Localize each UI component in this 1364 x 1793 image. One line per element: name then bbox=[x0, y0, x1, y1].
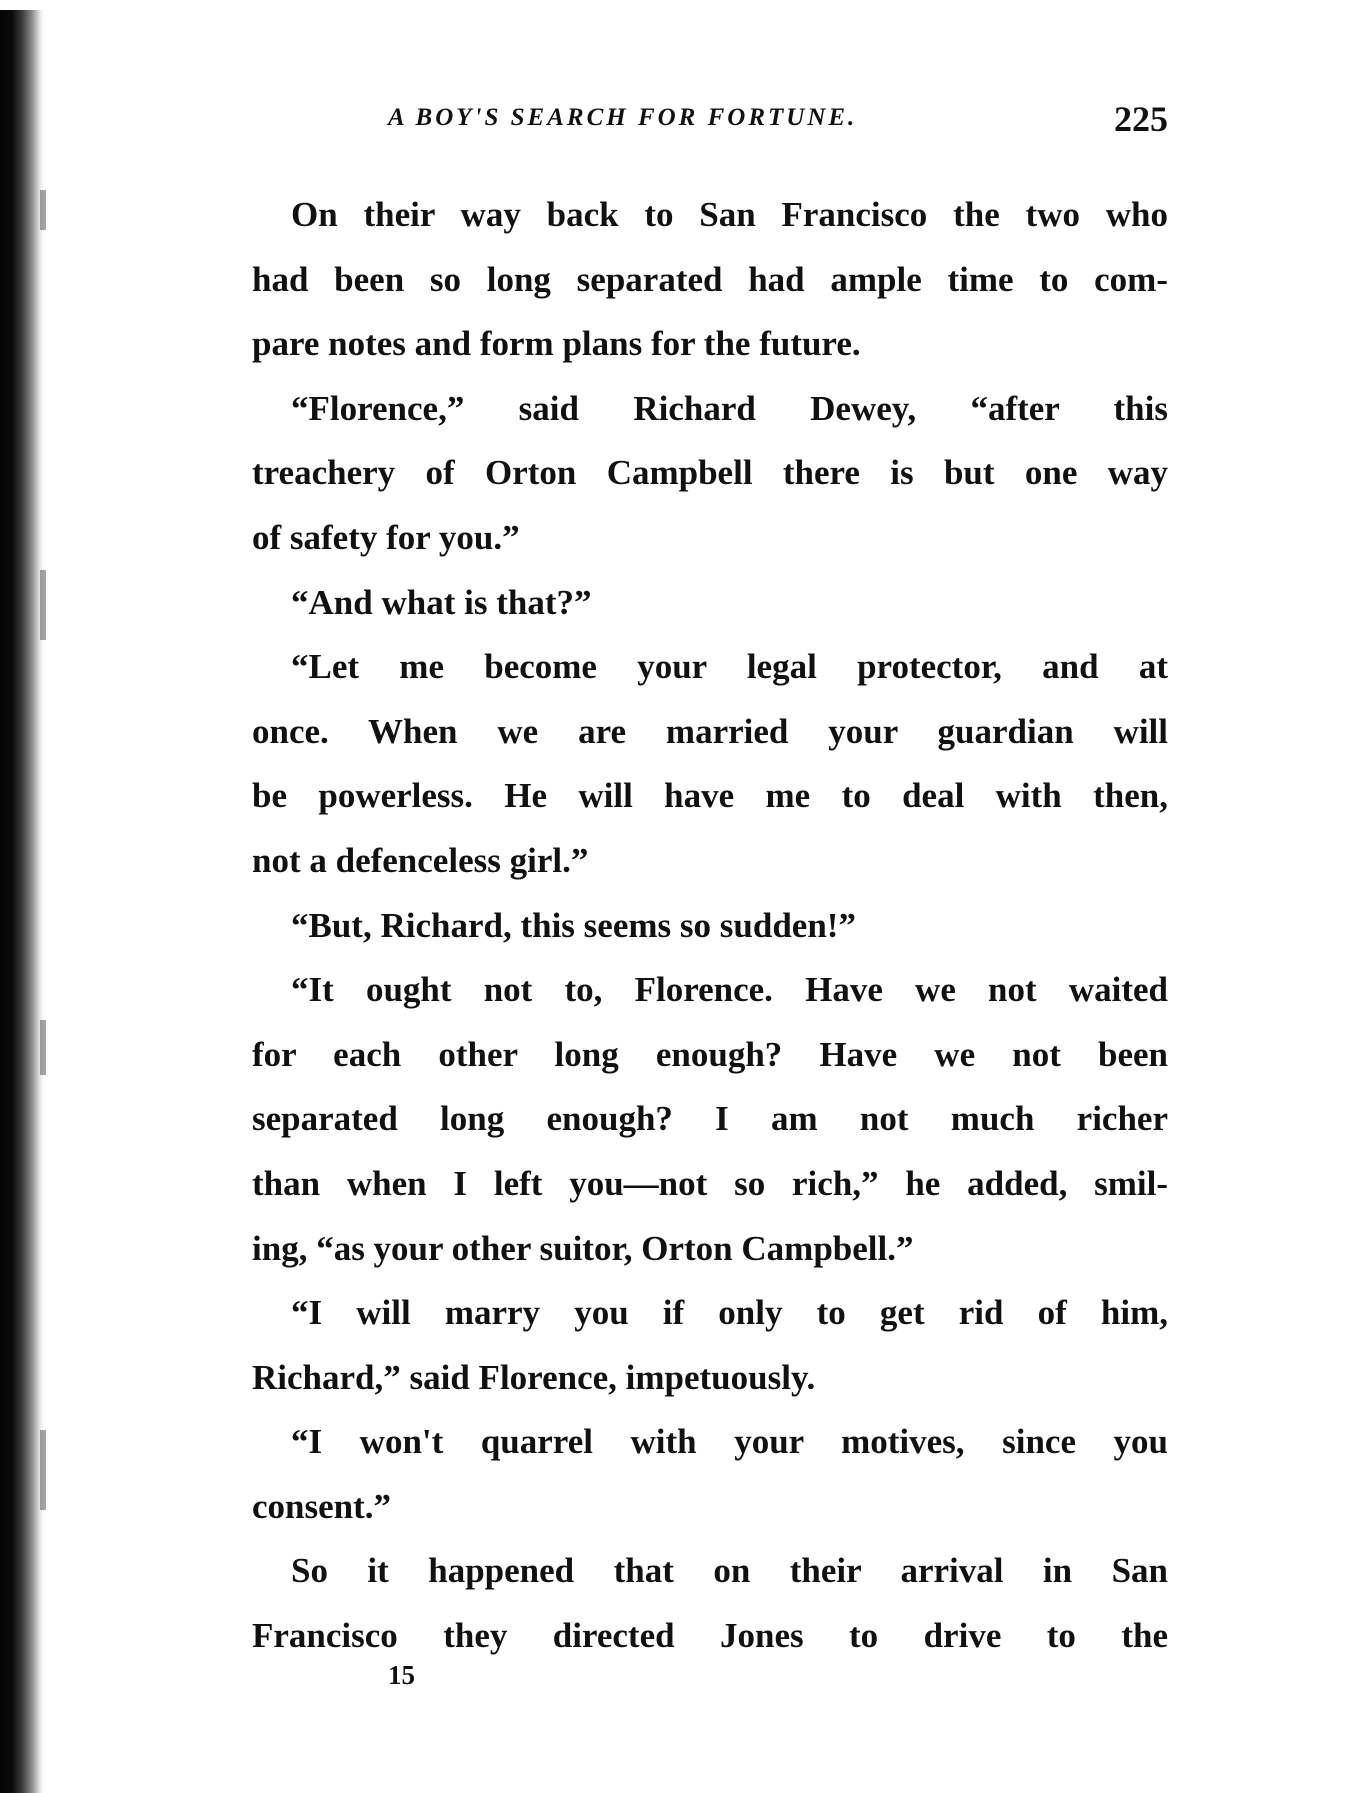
body-text bbox=[252, 183, 1168, 1669]
text-line: “I won't quarrel with your motives, since you bbox=[291, 1422, 1168, 1462]
gutter-mark bbox=[40, 190, 46, 230]
text-line: of safety for you.” bbox=[252, 517, 520, 557]
text-line: “Let me become your legal protector, and at bbox=[291, 647, 1168, 687]
text-line: On their way back to San Francisco the two who bbox=[291, 195, 1168, 234]
text-line: not a defenceless girl.” bbox=[252, 840, 589, 880]
text-line: “Florence,” said Richard Dewey, “after this bbox=[291, 388, 1168, 428]
binding-gutter-shadow bbox=[0, 10, 44, 1793]
text-line: Richard,” said Florence, impetuously. bbox=[252, 1357, 816, 1397]
text-line: Francisco they directed Jones to drive to the bbox=[252, 1616, 1168, 1656]
text-line: ing, “as your other suitor, Orton Campbell.” bbox=[252, 1228, 914, 1268]
gutter-mark bbox=[40, 1430, 46, 1510]
text-line: “But, Richard, this seems so sudden!” bbox=[291, 905, 856, 945]
text-line: “I will marry you if only to get rid of him, bbox=[291, 1293, 1168, 1333]
text-line: “It ought not to, Florence. Have we not waited bbox=[291, 970, 1168, 1010]
text-line: “And what is that?” bbox=[291, 582, 592, 622]
text-line: consent.” bbox=[252, 1486, 392, 1526]
page-header bbox=[388, 98, 1168, 148]
text-line: for each other long enough? Have we not been bbox=[252, 1034, 1168, 1074]
text-line: So it happened that on their arrival in San bbox=[291, 1551, 1168, 1591]
text-line: had been so long separated had ample time to com- bbox=[252, 259, 1168, 299]
page-number: 225 bbox=[1114, 99, 1168, 139]
signature-mark: 15 bbox=[388, 1660, 415, 1690]
text-line: treachery of Orton Campbell there is but one way bbox=[252, 453, 1168, 493]
text-line: than when I left you—not so rich,” he added, smil- bbox=[252, 1163, 1168, 1203]
gutter-mark bbox=[40, 570, 46, 640]
text-line: be powerless. He will have me to deal with then, bbox=[252, 776, 1168, 816]
text-line: separated long enough? I am not much richer bbox=[252, 1099, 1168, 1139]
text-line: pare notes and form plans for the future. bbox=[252, 324, 861, 364]
running-title: A BOY'S SEARCH FOR FORTUNE. bbox=[388, 104, 858, 131]
gutter-mark bbox=[40, 1020, 46, 1075]
text-line: once. When we are married your guardian will bbox=[252, 711, 1168, 751]
